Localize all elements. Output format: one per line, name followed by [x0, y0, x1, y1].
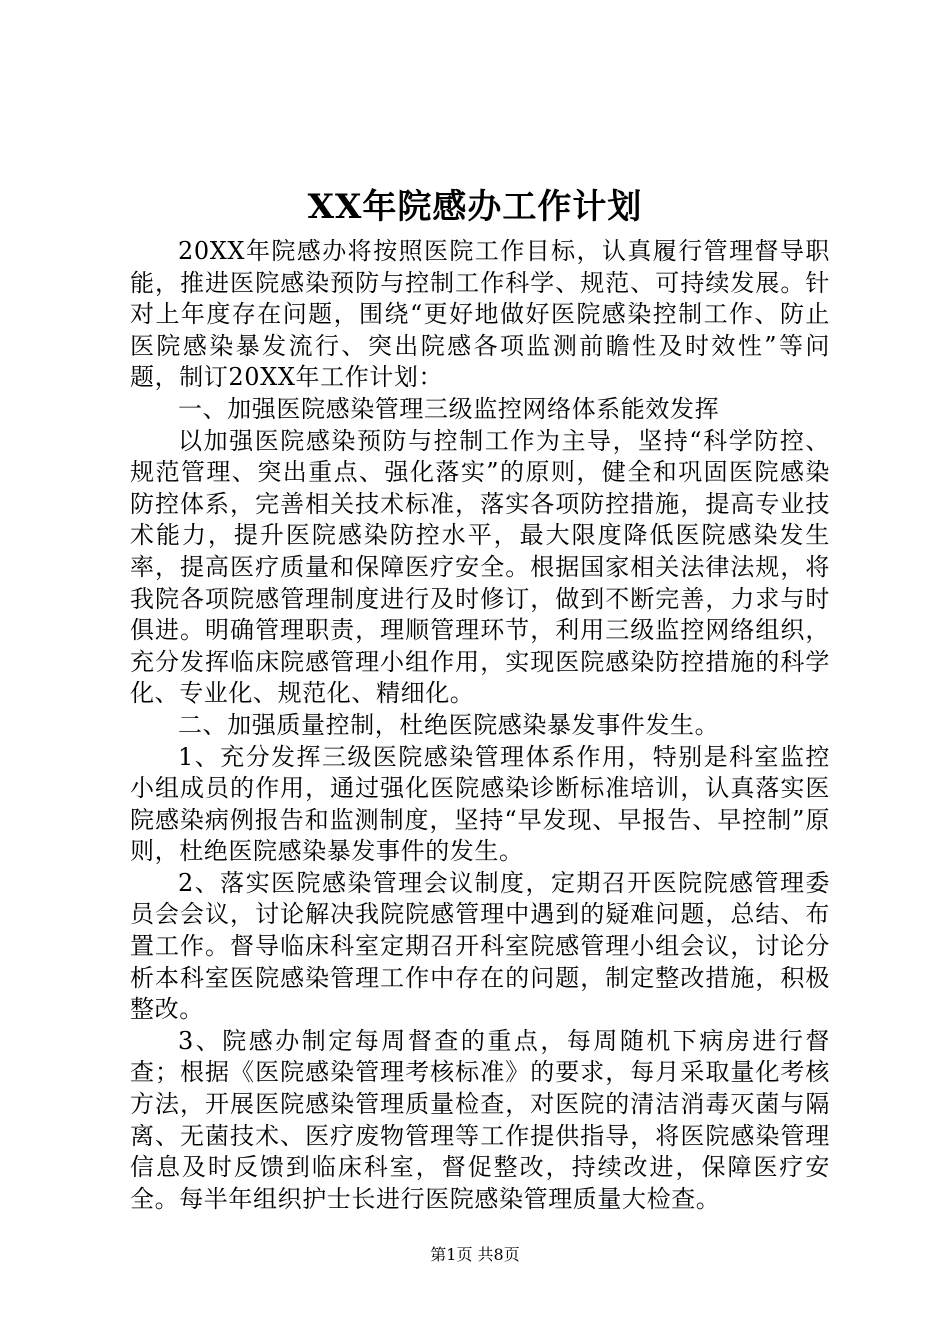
- section-heading-1: 一、加强医院感染管理三级监控网络体系能效发挥: [178, 394, 720, 423]
- document-body: [130, 236, 830, 1215]
- document-title: XX年院感办工作计划: [307, 187, 643, 227]
- page-footer: 第1页 共8页: [430, 1245, 520, 1264]
- section-heading-2: 二、加强质量控制，杜绝医院感染暴发事件发生。: [178, 710, 720, 739]
- section-1-paragraph: 以加强医院感染预防与控制工作为主导，坚持“科学防控、规范管理、突出重点、强化落实”的原则，健全和巩固医院感染防控体系，完善相关技术标准，落实各项防控措施，提高专业技术能力，提升医院感染防控水平，最大限度降低医院感染发生率，提高医疗质量和保障医疗安全。根据国家相关法律法规，将我院各项院感管理制度进行及时修订，做到不断完善，力求与时俱进。明确管理职责，理顺管理环节，利用三级监控网络组织，充分发挥临床院感管理小组作用，实现医院感染防控措施的科学化、专业化、规范化、精细化。: [130, 426, 830, 708]
- intro-paragraph: 20XX年院感办将按照医院工作目标，认真履行管理督导职能，推进医院感染预防与控制工作科学、规范、可持续发展。针对上年度存在问题，围绕“更好地做好医院感染控制工作、防止医院感染暴发流行、突出院感各项监测前瞻性及时效性”等问题，制订20XX年工作计划：: [130, 237, 830, 392]
- item-1-paragraph: 1、充分发挥三级医院感染管理体系作用，特别是科室监控小组成员的作用，通过强化医院感染诊断标准培训，认真落实医院感染病例报告和监测制度，坚持“早发现、早报告、早控制”原则，杜绝医院感染暴发事件的发生。: [130, 742, 830, 866]
- item-3-paragraph: 3、院感办制定每周督查的重点，每周随机下病房进行督查；根据《医院感染管理考核标准》的要求，每月采取量化考核方法，开展医院感染管理质量检查，对医院的清洁消毒灭菌与隔离、无菌技术、医疗废物管理等工作提供指导，将医院感染管理信息及时反馈到临床科室，督促整改，持续改进，保障医疗安全。每半年组织护士长进行医院感染管理质量大检查。: [130, 1026, 830, 1213]
- item-2-paragraph: 2、落实医院感染管理会议制度，定期召开医院院感管理委员会会议，讨论解决我院院感管理中遇到的疑难问题，总结、布置工作。督导临床科室定期召开科室院感管理小组会议，讨论分析本科室医院感染管理工作中存在的问题，制定整改措施，积极整改。: [130, 868, 830, 1024]
